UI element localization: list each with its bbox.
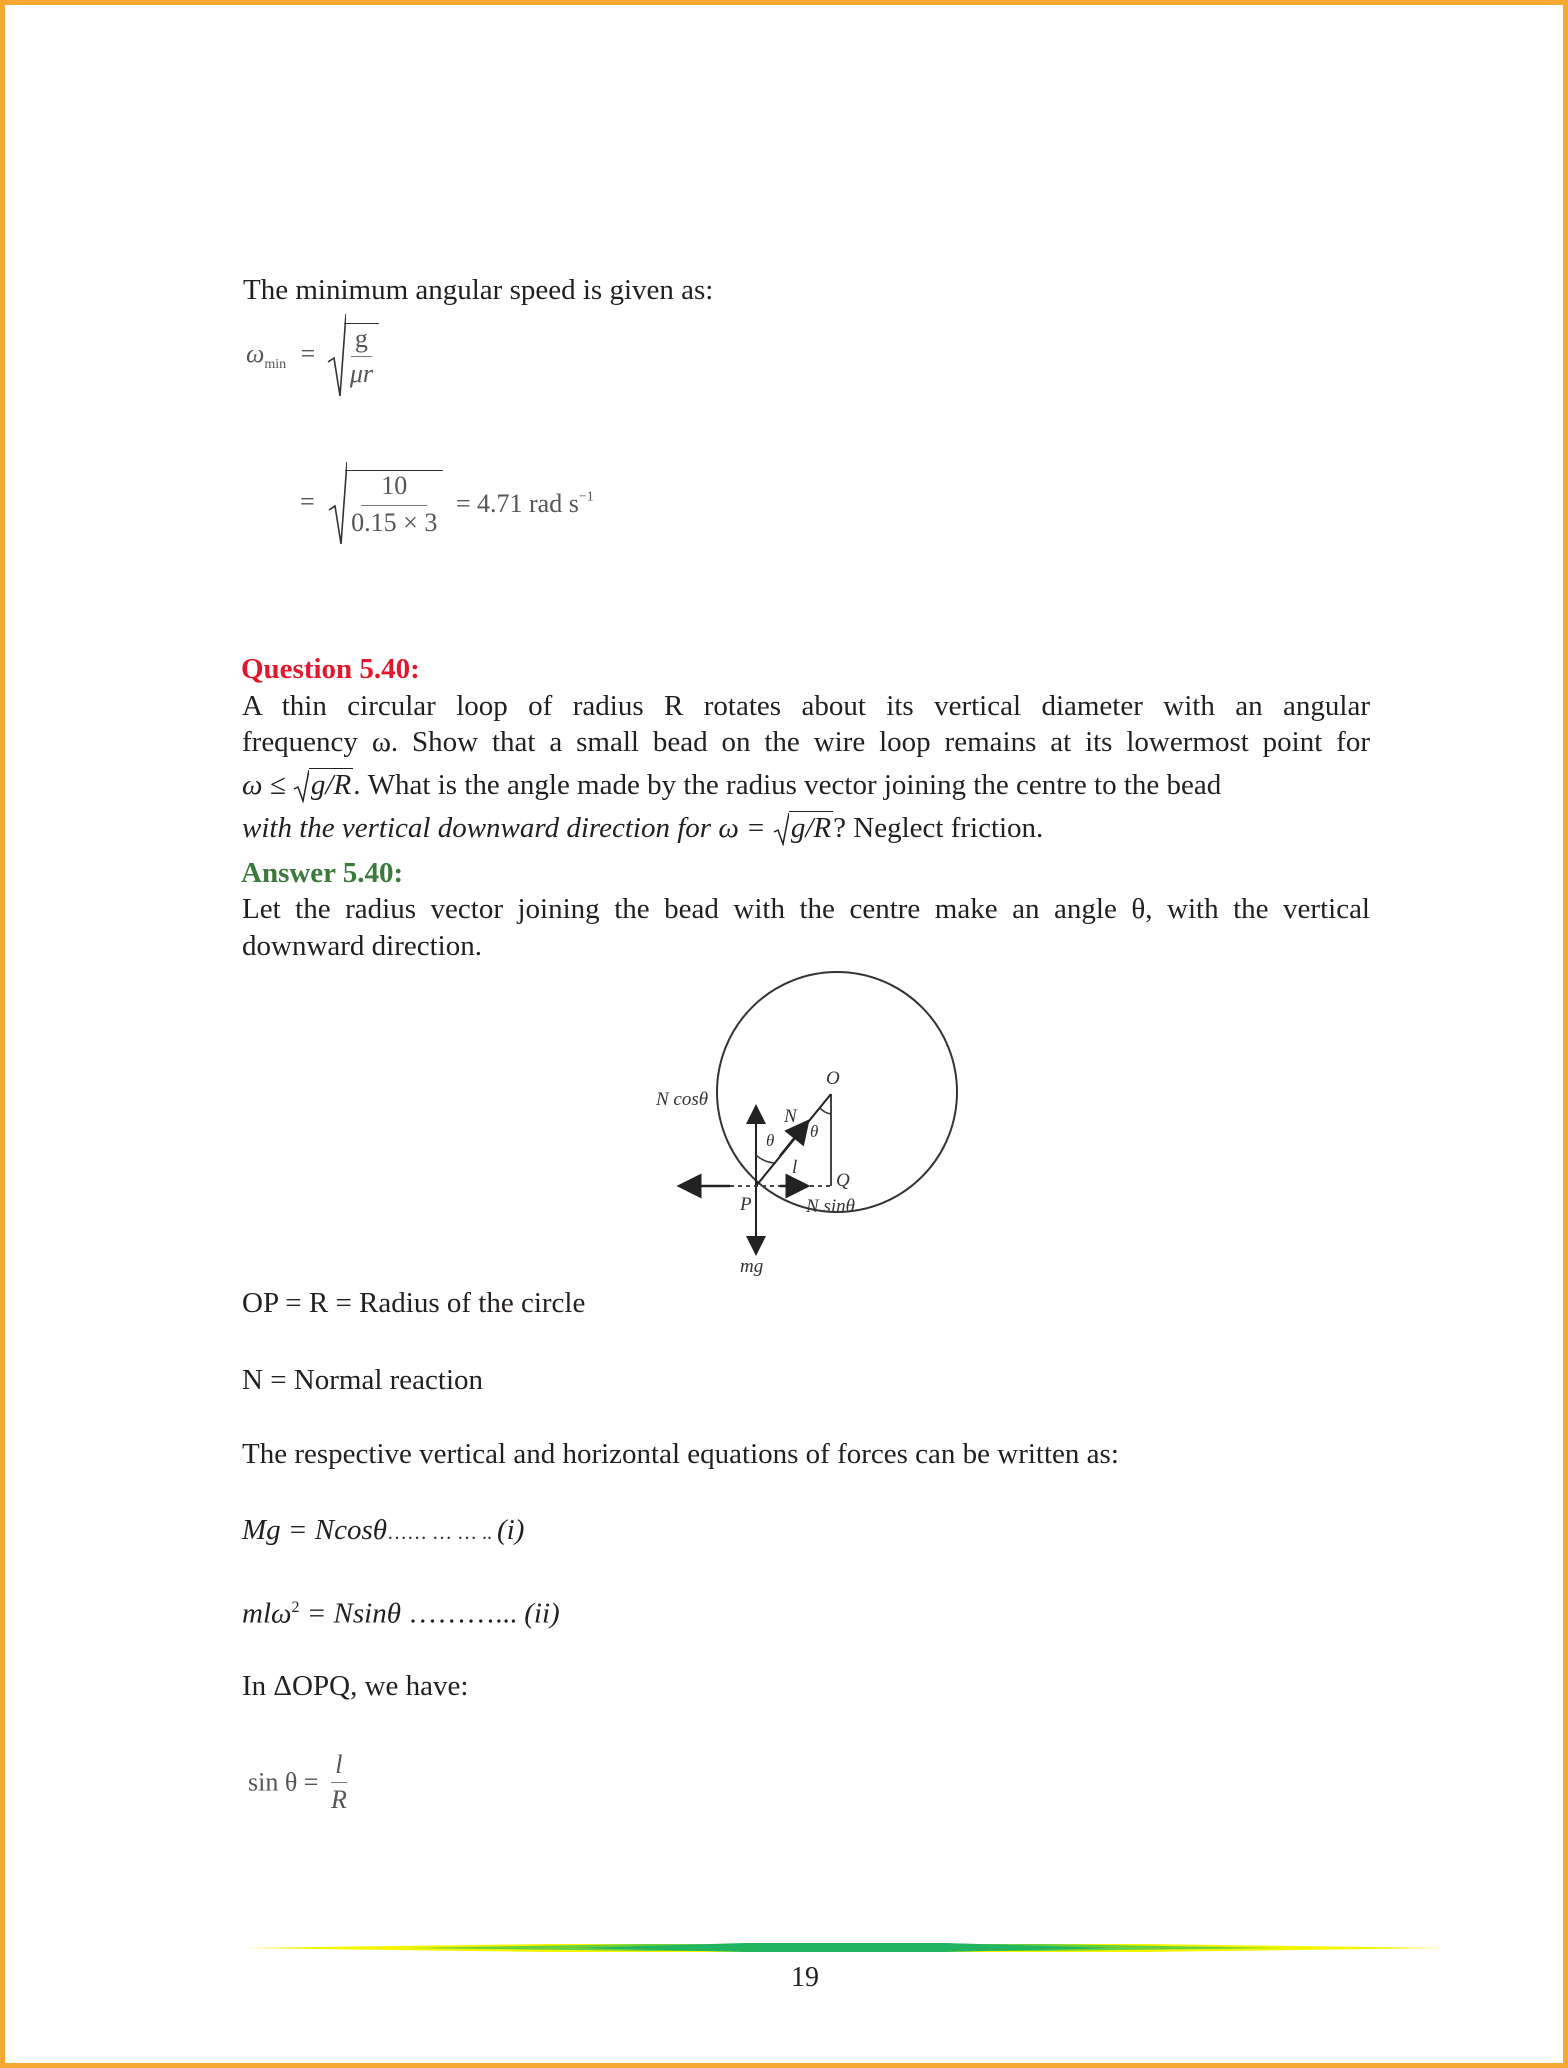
label-l: l bbox=[792, 1157, 798, 1178]
page-number: 19 bbox=[791, 1962, 819, 1993]
answer-line-2: downward direction. bbox=[242, 930, 482, 962]
result-exponent: −1 bbox=[578, 489, 594, 505]
answer-line-1: Let the radius vector joining the bead with the centre make an angle θ, with the vertical bbox=[242, 893, 1370, 925]
omega-value-equation bbox=[300, 460, 594, 548]
forces-intro-text: The respective vertical and horizontal equations of forces can be written as: bbox=[242, 1438, 1119, 1470]
question-heading: Question 5.40: bbox=[241, 653, 420, 685]
sin-theta-equation bbox=[248, 1750, 351, 1815]
omega-le-text: ω ≤ bbox=[242, 769, 286, 801]
label-N: N bbox=[784, 1106, 797, 1127]
question-line-4 bbox=[242, 810, 1043, 846]
equation-i-dots: …… … … .. bbox=[386, 1522, 497, 1544]
question-line-4-rest: ? Neglect friction. bbox=[833, 812, 1044, 844]
question-line-2: frequency ω. Show that a small bead on the wire loop remains at its lowermost point for bbox=[242, 726, 1370, 758]
label-nsin: N sinθ bbox=[806, 1196, 855, 1217]
radicand: g/R bbox=[310, 769, 352, 801]
label-mg: mg bbox=[740, 1256, 764, 1277]
label-Q: Q bbox=[836, 1170, 850, 1191]
question-line-1: A thin circular loop of radius R rotates about its vertical diameter with an angular bbox=[242, 690, 1370, 722]
sin-theta-lhs: sin θ = bbox=[248, 1767, 319, 1797]
angle-arc-O bbox=[820, 1108, 831, 1114]
equation-ii-dots: ………... bbox=[400, 1597, 525, 1630]
label-P: P bbox=[740, 1194, 752, 1215]
n-definition: N = Normal reaction bbox=[242, 1364, 484, 1396]
equation-ii-rhs: = Nsinθ bbox=[299, 1597, 401, 1630]
omega-symbol: ω bbox=[246, 338, 265, 368]
triangle-text: In ΔOPQ, we have: bbox=[242, 1670, 469, 1702]
result-value: = 4.71 rad s bbox=[455, 489, 579, 518]
fraction-denominator: R bbox=[330, 1785, 347, 1814]
fraction-denominator: 0.15 × 3 bbox=[351, 508, 438, 537]
intro-text: The minimum angular speed is given as: bbox=[243, 274, 714, 306]
equation-i-tag: (i) bbox=[496, 1514, 525, 1546]
equation-ii bbox=[242, 1590, 560, 1632]
equation-i-lhs: Mg = Ncosθ bbox=[242, 1514, 387, 1546]
sqrt-sign bbox=[773, 810, 833, 846]
normal-force-arrow bbox=[780, 1125, 805, 1156]
equation-ii-tag: (ii) bbox=[524, 1597, 560, 1630]
radical-icon bbox=[773, 810, 789, 846]
fraction-denominator: μr bbox=[349, 359, 373, 388]
label-theta-P: θ bbox=[766, 1131, 775, 1150]
equation-ii-exponent: 2 bbox=[291, 1599, 300, 1616]
angle-arc-P bbox=[756, 1155, 776, 1163]
equation-i bbox=[242, 1512, 524, 1551]
equals-sign: = bbox=[300, 338, 316, 368]
question-line-3 bbox=[242, 767, 1370, 803]
op-definition: OP = R = Radius of the circle bbox=[242, 1287, 586, 1319]
radical-icon bbox=[326, 312, 346, 400]
fraction-numerator: 10 bbox=[361, 471, 427, 506]
omega-subscript: min bbox=[264, 357, 287, 373]
radicand: g/R bbox=[790, 812, 832, 844]
radical-icon bbox=[293, 767, 309, 803]
bead-loop-diagram bbox=[640, 960, 980, 1290]
fraction-numerator: g bbox=[351, 324, 372, 357]
omega-min-equation bbox=[246, 312, 379, 400]
sqrt-sign bbox=[327, 460, 443, 548]
radical-icon bbox=[327, 460, 347, 548]
sqrt-sign bbox=[326, 312, 379, 400]
omega-eq-text: with the vertical downward direction for ω = bbox=[242, 812, 766, 844]
label-theta-O: θ bbox=[810, 1122, 819, 1141]
label-ncos: N cosθ bbox=[656, 1089, 709, 1110]
fraction-numerator: l bbox=[331, 1750, 346, 1783]
answer-heading: Answer 5.40: bbox=[241, 857, 404, 889]
footer-decorative-line bbox=[245, 1938, 1445, 1958]
equals-sign: = bbox=[300, 486, 315, 516]
sqrt-sign bbox=[293, 767, 353, 803]
label-O: O bbox=[826, 1068, 840, 1089]
equation-ii-lhs: mlω bbox=[242, 1597, 292, 1630]
question-line-3-rest: . What is the angle made by the radius vector joining the centre to the bead bbox=[353, 769, 1222, 801]
